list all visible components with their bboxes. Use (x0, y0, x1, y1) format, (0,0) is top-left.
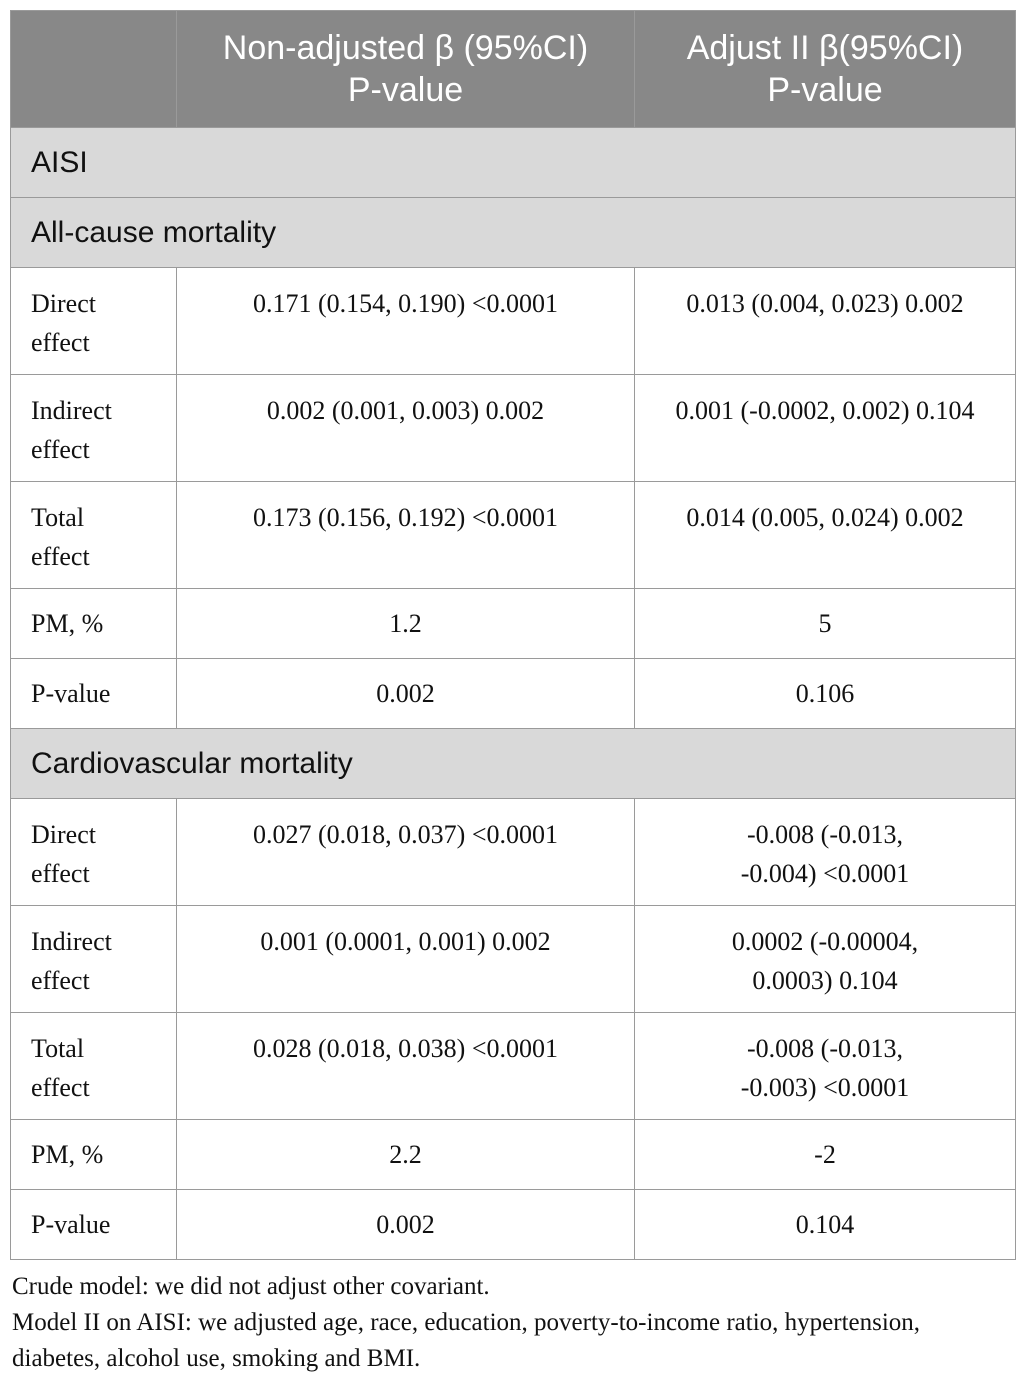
adjusted-line1: 0.013 (0.004, 0.023) 0.002 (686, 289, 964, 318)
header-row (11, 11, 1016, 128)
adjusted-cell: -2 (635, 1120, 1016, 1190)
adjusted-cell (635, 375, 1016, 482)
row-label-line1: Total (31, 503, 85, 532)
header-adjusted-line1: Adjust II β(95%CI) (686, 29, 964, 67)
row-label (11, 268, 177, 375)
row-label-line2: effect (31, 328, 90, 357)
table-row (11, 375, 1016, 482)
adjusted-cell (635, 799, 1016, 906)
non-adjusted-cell: 0.002 (177, 1190, 635, 1260)
non-adjusted-line1: 0.028 (0.018, 0.038) <0.0001 (253, 1034, 558, 1063)
non-adjusted-cell (177, 482, 635, 589)
adjusted-line1: -0.008 (-0.013, (747, 1034, 903, 1063)
footnote-crude-model: Crude model: we did not adjust other covariant. (12, 1273, 490, 1300)
adjusted-cell (635, 482, 1016, 589)
footnote-model-ii-cont: diabetes, alcohol use, smoking and BMI. (12, 1345, 421, 1372)
header-non-adjusted-line1: Non-adjusted β (95%CI) (222, 29, 589, 67)
adjusted-line2: -0.004) <0.0001 (740, 859, 910, 888)
row-label-line2: effect (31, 859, 90, 888)
table-row (11, 482, 1016, 589)
table-row (11, 1013, 1016, 1120)
adjusted-cell: 0.104 (635, 1190, 1016, 1260)
row-label: P-value (11, 1190, 177, 1260)
adjusted-cell (635, 268, 1016, 375)
row-label-line1: Indirect (31, 396, 112, 425)
non-adjusted-cell: 2.2 (177, 1120, 635, 1190)
table-container (10, 10, 1015, 1377)
section-header (11, 198, 1016, 268)
mediation-table (10, 10, 1016, 1260)
table-row (11, 906, 1016, 1013)
non-adjusted-cell: 1.2 (177, 589, 635, 659)
non-adjusted-cell (177, 799, 635, 906)
exposure-label: AISI (11, 128, 1016, 198)
adjusted-cell: 5 (635, 589, 1016, 659)
row-label: PM, % (11, 1120, 177, 1190)
adjusted-line2: -0.003) <0.0001 (740, 1073, 910, 1102)
row-label-line2: effect (31, 966, 90, 995)
section-title: All-cause mortality (11, 198, 1016, 268)
row-label-line1: Indirect (31, 927, 112, 956)
non-adjusted-cell: 0.002 (177, 659, 635, 729)
row-label: P-value (11, 659, 177, 729)
non-adjusted-line1: 0.171 (0.154, 0.190) <0.0001 (253, 289, 558, 318)
header-adjusted (635, 11, 1016, 128)
non-adjusted-cell (177, 906, 635, 1013)
table-row (11, 1120, 1016, 1190)
row-label-line1: Direct (31, 289, 96, 318)
section-title: Cardiovascular mortality (11, 729, 1016, 799)
table-row (11, 799, 1016, 906)
row-label-line2: effect (31, 542, 90, 571)
table-row (11, 659, 1016, 729)
table-row (11, 589, 1016, 659)
non-adjusted-line1: 0.027 (0.018, 0.037) <0.0001 (253, 820, 558, 849)
section-header (11, 729, 1016, 799)
adjusted-line1: 0.0002 (-0.00004, (731, 927, 919, 956)
row-label (11, 482, 177, 589)
non-adjusted-cell (177, 268, 635, 375)
table-row (11, 1190, 1016, 1260)
row-label (11, 375, 177, 482)
row-label: PM, % (11, 589, 177, 659)
adjusted-line1: -0.008 (-0.013, (747, 820, 903, 849)
header-non-adjusted (177, 11, 635, 128)
header-non-adjusted-line2: P-value (347, 71, 464, 109)
header-adjusted-line2: P-value (767, 71, 883, 109)
adjusted-line1: 0.001 (-0.0002, 0.002) 0.104 (675, 396, 975, 425)
exposure-row (11, 128, 1016, 198)
adjusted-line2: 0.0003) 0.104 (752, 966, 898, 995)
non-adjusted-line1: 0.002 (0.001, 0.003) 0.002 (266, 396, 545, 425)
row-label-line1: Direct (31, 820, 96, 849)
adjusted-line1: 0.014 (0.005, 0.024) 0.002 (686, 503, 964, 532)
footnote-model-ii: Model II on AISI: we adjusted age, race, education, poverty-to-income ratio, hypertension, (12, 1309, 921, 1336)
row-label (11, 906, 177, 1013)
non-adjusted-line1: 0.001 (0.0001, 0.001) 0.002 (260, 927, 551, 956)
header-empty-cell (11, 11, 177, 128)
adjusted-cell (635, 906, 1016, 1013)
adjusted-cell (635, 1013, 1016, 1120)
table-footnotes (10, 1269, 1015, 1377)
adjusted-cell: 0.106 (635, 659, 1016, 729)
non-adjusted-cell (177, 1013, 635, 1120)
non-adjusted-line1: 0.173 (0.156, 0.192) <0.0001 (253, 503, 558, 532)
row-label-line1: Total (31, 1034, 85, 1063)
row-label (11, 799, 177, 906)
non-adjusted-cell (177, 375, 635, 482)
row-label-line2: effect (31, 435, 90, 464)
row-label-line2: effect (31, 1073, 90, 1102)
row-label (11, 1013, 177, 1120)
table-row (11, 268, 1016, 375)
